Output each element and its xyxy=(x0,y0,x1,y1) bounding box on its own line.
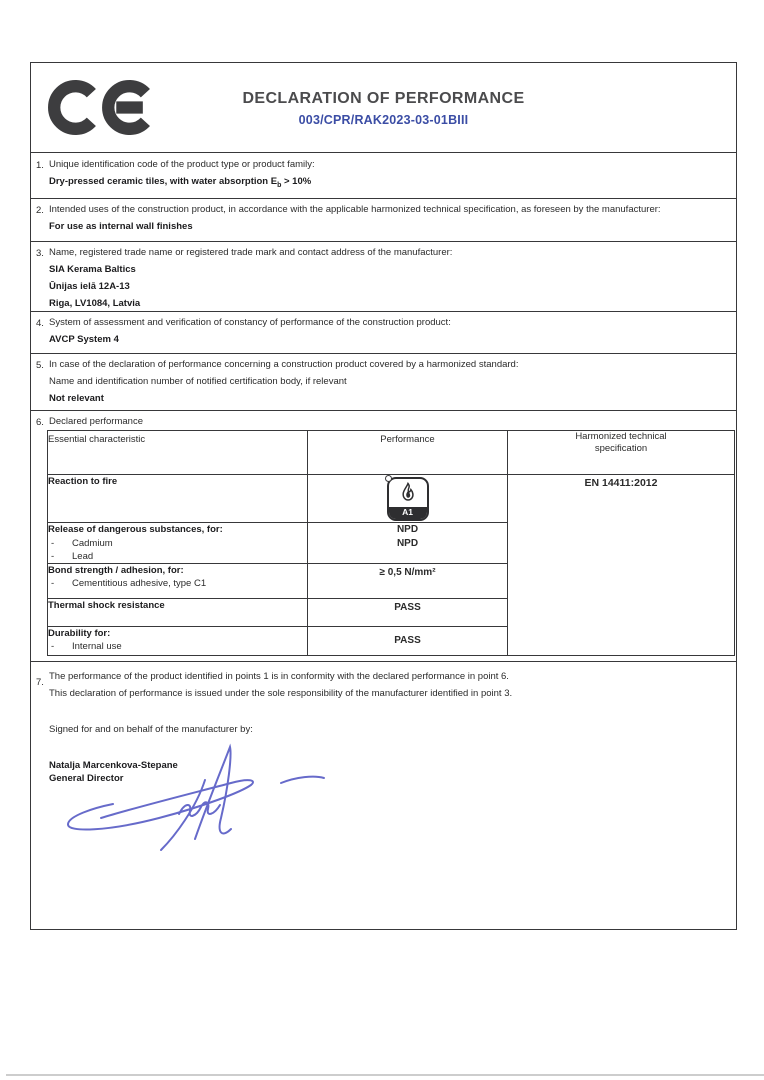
section-number: 3. xyxy=(36,248,44,259)
section-number: 5. xyxy=(36,360,44,371)
section-3 xyxy=(31,242,736,312)
dash-bullet: - xyxy=(51,537,55,549)
performance-reaction-to-fire xyxy=(308,475,508,523)
harmonized-spec-value: EN 14411:2012 xyxy=(508,475,735,656)
dash-bullet: - xyxy=(51,641,55,652)
scanned-page-edge xyxy=(6,1074,764,1076)
dash-bullet: - xyxy=(51,578,55,589)
section-1-value: Dry-pressed ceramic tiles, with water absorption $E_b > 10\%$ xyxy=(49,176,312,189)
col-header-essential-characteristic: Essential characteristic xyxy=(48,431,308,475)
characteristic-reaction-to-fire: Reaction to fire xyxy=(48,475,308,523)
document-header xyxy=(31,63,736,153)
signatory-name: Natalja Marcenkova-Stepane xyxy=(49,760,178,771)
section-4-value: AVCP System 4 xyxy=(49,334,119,345)
table-row xyxy=(48,475,735,523)
handwritten-signature xyxy=(53,742,325,858)
col-header-performance: Performance xyxy=(308,431,508,475)
performance-dangerous-substances: NPD NPD xyxy=(308,523,508,564)
characteristic-durability: Durability for: - Internal use xyxy=(48,626,308,655)
performance-bond-strength: ≥ 0,5 N/mm² xyxy=(308,563,508,598)
section-5-label: In case of the declaration of performance concerning a construction product covered by a harmonized standard: xyxy=(49,359,519,370)
col-header-harmonized-spec: Harmonized technical specification xyxy=(508,431,735,475)
section-1-label: Unique identification code of the product type or product family: xyxy=(49,159,315,170)
fire-rating-label: A1 xyxy=(389,506,427,520)
section-6 xyxy=(31,411,736,662)
flame-icon xyxy=(396,480,420,508)
section-4-label: System of assessment and verification of constancy of performance of the construction product: xyxy=(49,317,451,328)
document-title: DECLARATION OF PERFORMANCE xyxy=(242,90,525,107)
manufacturer-city: Riga, LV1084, Latvia xyxy=(49,298,141,309)
performance-durability: PASS xyxy=(308,626,508,655)
section-number: 4. xyxy=(36,318,44,329)
section-5-value: Not relevant xyxy=(49,393,104,404)
signatory-title: General Director xyxy=(49,773,124,784)
dash-bullet: - xyxy=(51,550,55,562)
declared-performance-table xyxy=(47,430,735,656)
section-7 xyxy=(31,662,736,927)
section-2-label: Intended uses of the construction product, in accordance with the applicable harmonized technical specification, as foreseen by the manufacturer: xyxy=(49,204,661,215)
section-number: 7. xyxy=(36,677,44,688)
section-5 xyxy=(31,354,736,411)
section-3-label: Name, registered trade name or registered trade mark and contact address of the manufacturer: xyxy=(49,247,453,258)
section-6-label: Declared performance xyxy=(49,416,143,427)
manufacturer-name: SIA Kerama Baltics xyxy=(49,264,136,275)
document-border xyxy=(30,62,737,930)
conformity-statement: The performance of the product identified in points 1 is in conformity with the declared performance in point 6. xyxy=(49,671,509,682)
section-2 xyxy=(31,199,736,242)
responsibility-statement: This declaration of performance is issued under the sole responsibility of the manufacturer identified in point 3. xyxy=(49,688,513,699)
section-number: 1. xyxy=(36,160,44,171)
section-number: 2. xyxy=(36,205,44,216)
section-5-label2: Name and identification number of notified certification body, if relevant xyxy=(49,376,347,387)
signed-label: Signed for and on behalf of the manufacturer by: xyxy=(49,724,253,735)
characteristic-dangerous-substances: Release of dangerous substances, for: - Cadmium - Lead xyxy=(48,523,308,564)
section-number: 6. xyxy=(36,417,44,428)
characteristic-thermal-shock: Thermal shock resistance xyxy=(48,598,308,626)
document-reference-code: 003/CPR/RAK2023-03-01BIII xyxy=(298,113,469,127)
section-4 xyxy=(31,312,736,354)
fire-rating-icon xyxy=(387,477,429,521)
section-2-value: For use as internal wall finishes xyxy=(49,221,193,232)
section-1 xyxy=(31,154,736,199)
ce-mark-icon xyxy=(48,79,158,141)
performance-thermal-shock: PASS xyxy=(308,598,508,626)
certification-dot-icon xyxy=(385,475,392,482)
characteristic-bond-strength: Bond strength / adhesion, for: - Cementitious adhesive, type C1 xyxy=(48,563,308,598)
manufacturer-street: Ūnijas ielā 12A-13 xyxy=(49,281,130,292)
